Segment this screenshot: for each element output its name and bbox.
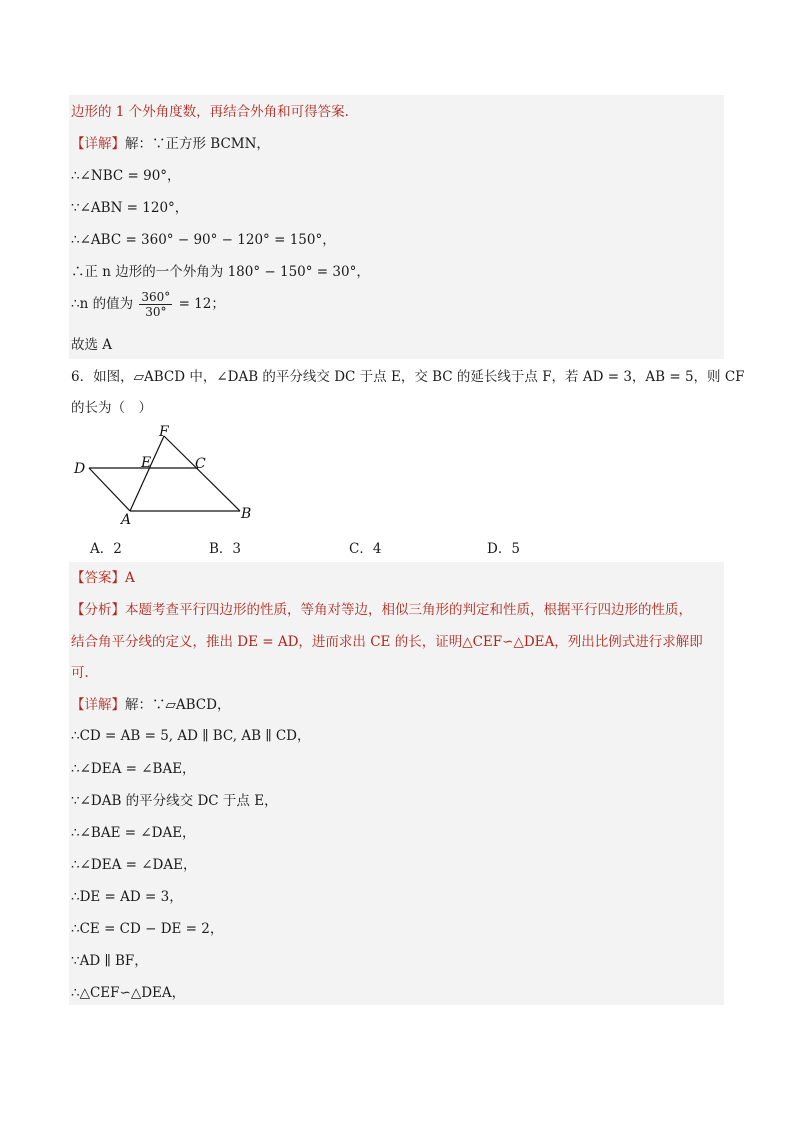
option-b: B．3 (209, 541, 242, 557)
analysis-tag: 【分析】 (71, 602, 125, 618)
sol5-line6: ∴正 n 边形的一个外角为 180° − 150° = 30°， (71, 264, 370, 280)
option-d: D．5 (487, 541, 520, 557)
sol6-detail-line6: ∴∠DEA = ∠DAE， (71, 857, 197, 873)
sol6-detail-line10: ∴△CEF∽△DEA， (71, 985, 186, 1001)
sol6-detail-line4: ∵∠DAB 的平分线交 DC 于点 E， (71, 793, 278, 809)
detail-tag: 【详解】 (71, 697, 125, 713)
label-D: D (74, 461, 86, 477)
fraction: $\frac{360^\circ}{30^\circ}$ (141, 290, 171, 319)
option-c: C．4 (349, 541, 382, 557)
sol5-line8: 故选 A (71, 337, 113, 353)
sol6-detail-line3: ∴∠DEA = ∠BAE， (71, 761, 196, 777)
sol5-line2: 【详解】解：∵正方形 BCMN， (71, 136, 270, 152)
sol6-analysis-line1: 【分析】本题考查平行四边形的性质，等角对等边，相似三角形的判定和性质，根据平行四边形的性质， (71, 602, 692, 618)
sol5-line1: 边形的 1 个外角度数，再结合外角和可得答案. (71, 104, 349, 120)
sol6-answer: 【答案】A (71, 570, 135, 586)
q6-stem-line2: 的长为（ ） (71, 400, 152, 416)
option-a: A．2 (90, 541, 122, 557)
sol6-detail-line2: ∴CD = AB = 5, AD ∥ BC, AB ∥ CD， (71, 728, 311, 744)
sol6-analysis-line3: 可. (71, 665, 89, 681)
segment-AF (130, 436, 164, 511)
sol6-detail-line7: ∴DE = AD = 3， (71, 889, 183, 905)
label-B: B (241, 506, 252, 522)
segment-DA (89, 468, 130, 511)
label-E: E (141, 455, 152, 471)
sol5-line4: ∵∠ABN = 120°， (71, 200, 189, 216)
segment-BF (164, 436, 240, 511)
label-C: C (195, 456, 206, 472)
sol5-line3: ∴∠NBC = 90°， (71, 168, 181, 184)
parallelogram-figure (68, 423, 268, 528)
sol6-detail-line8: ∴CE = CD − DE = 2， (71, 921, 224, 937)
sol5-line5: ∴∠ABC = 360° − 90° − 120° = 150°， (71, 232, 336, 248)
sol6-detail-line1: 【详解】解：∵▱ABCD， (71, 697, 231, 713)
label-A: A (121, 512, 132, 528)
solution-6-block (69, 562, 724, 1005)
sol5-line7: ∴n 的值为 $\frac{360^\circ}{30^\circ}$ = 12； (71, 290, 225, 319)
label-F: F (159, 424, 169, 440)
sol6-detail-line5: ∴∠BAE = ∠DAE， (71, 825, 196, 841)
detail-tag: 【详解】 (71, 136, 125, 152)
sol6-detail-line9: ∵AD ∥ BF， (71, 953, 148, 969)
sol6-analysis-line2: 结合角平分线的定义，推出 DE = AD，进而求出 CE 的长，证明△CEF∽△DEA，列出比例式进行求解即 (71, 634, 703, 650)
q6-stem-line1: 6．如图，▱ABCD 中，∠DAB 的平分线交 DC 于点 E，交 BC 的延长线于点 F，若 AD = 3，AB = 5，则 CF (71, 369, 745, 385)
